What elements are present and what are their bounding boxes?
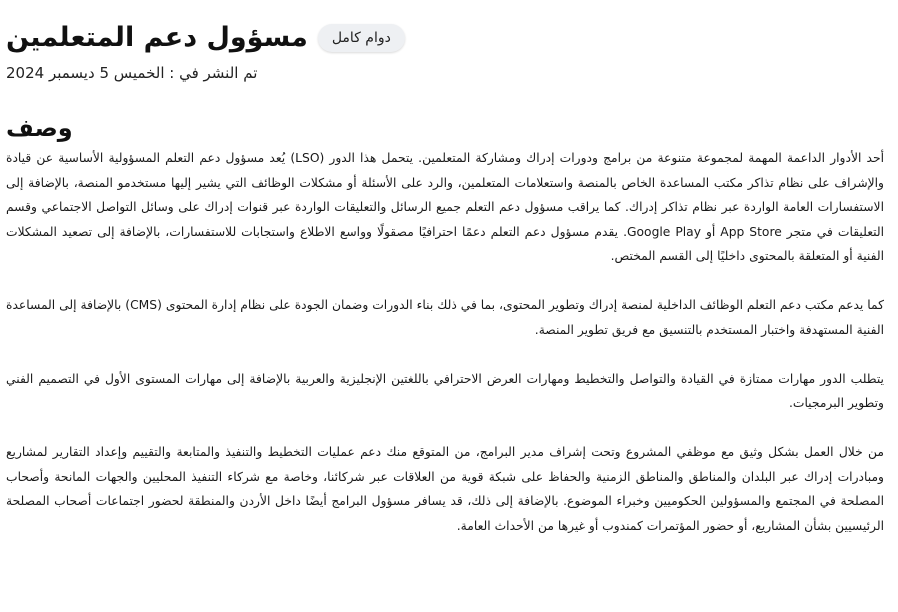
description-paragraph: يتطلب الدور مهارات ممتازة في القيادة والتواصل والتخطيط ومهارات العرض الاحترافي باللغتين الإنجليزية والعربية بالإضافة إلى مهارات المستوى الأول في التصميم الفني وتطوير البرمجيات. <box>6 371 884 410</box>
job-header <box>6 14 405 62</box>
job-title: مسؤول دعم المتعلمين <box>6 22 308 53</box>
description-paragraph: كما يدعم مكتب دعم التعلم الوظائف الداخلية لمنصة إدراك وتطوير المحتوى، بما في ذلك بناء الدورات وضمان الجودة على نظام إدارة المحتوى (CMS) بالإضافة إلى المساعدة الفنية المستهدفة واختبار المستخدم بالتنسيق مع فريق تطوير المنصة. <box>6 298 884 337</box>
description-paragraph: من خلال العمل بشكل وثيق مع موظفي المشروع وتحت إشراف مدير البرامج، من المتوقع منك دعم عمليات التخطيط والتنفيذ والمتابعة والتقييم وإعداد التقارير لمشاريع ومبادرات إدراك عبر البلدان والمناطق والمناطق الزمنية والحفاظ على شبكة قوية من العلاقات عبر شركائنا، وخاصة مع شركاء التنفيذ المحليين والجهات المانحة وأصحاب المصلحة في المجتمع والمسؤولين الحكوميين وخبراء الموضوع. بالإضافة إلى ذلك، قد يسافر مسؤول البرامج أيضًا داخل الأردن والمنطقة لحضور اجتماعات أصحاب المصلحة الرئيسيين بشأن المشاريع، أو حضور المؤتمرات كمندوب أو غيرها من الأحداث العامة. <box>6 445 884 533</box>
posted-date: تم النشر في : الخميس 5 ديسمبر 2024 <box>6 64 258 82</box>
description-paragraph: أحد الأدوار الداعمة المهمة لمجموعة متنوعة من برامج ودورات إدراك ومشاركة المتعلمين. يتحمل هذا الدور (LSO) يُعد مسؤول دعم التعلم المسؤولية الأساسية عن قيادة والإشراف على نظام تذاكر مكتب المساعدة الخاص بالمنصة واستعلامات المتعلمين، والرد على الأسئلة أو مشكلات الوظائف التي يشير إليها مستخدمو المنصة، بالإضافة إلى الاستفسارات العامة الواردة عبر نظام تذاكر إدراك. كما يراقب مسؤول دعم التعلم جميع الرسائل والتعليقات الواردة عبر قنوات إدراك على وسائل التواصل الاجتماعي وقسم التعليقات في متجر App Store أو Google Play. يقدم مسؤول دعم التعلم دعمًا احترافيًا مصقولًا وواسع الاطلاع واستجابات للاستفسارات، بالإضافة إلى تصعيد المشكلات الفنية أو المتعلقة بالمحتوى داخليًا إلى القسم المختص. <box>6 151 884 263</box>
employment-type-badge: دوام كامل <box>318 24 405 52</box>
job-description <box>6 146 884 538</box>
description-heading: وصف <box>6 114 73 142</box>
